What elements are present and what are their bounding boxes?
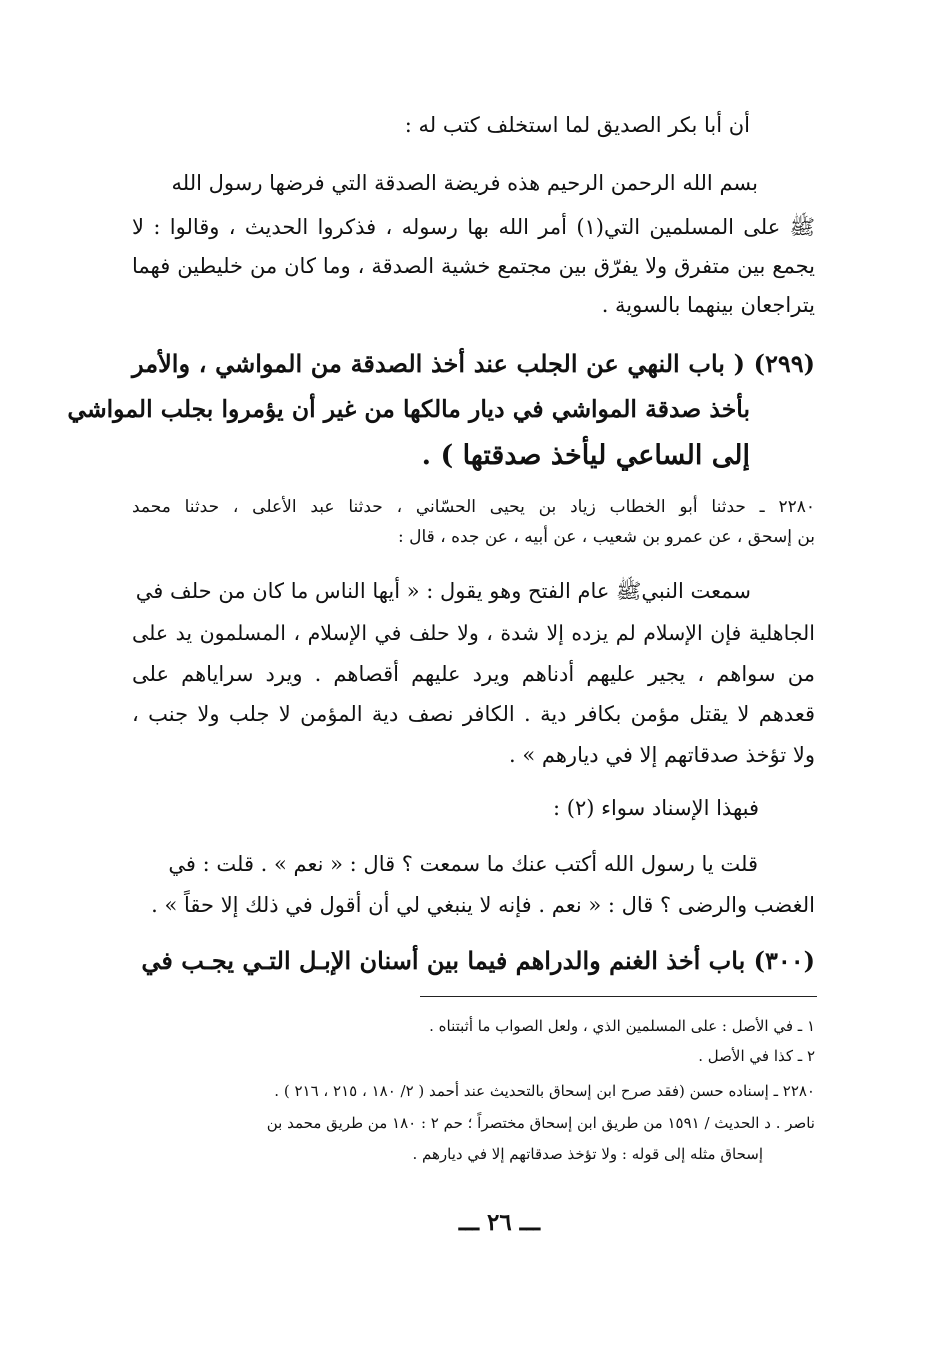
footnote-line: ١ ـ في الأصل : على المسلمين الذي ، ولعل الصواب ما أثبتناه .: [429, 1017, 815, 1035]
matn-line: سمعت النبيﷺ عام الفتح وهو يقول : « أيها الناس ما كان من حلف في: [135, 579, 751, 603]
dialogue-line: الغضب والرضى ؟ قال : « نعم . فإنه لا ينبغي لي أن أقول في ذلك إلا حقاً » .: [151, 893, 815, 917]
matn-line: ولا تؤخذ صدقاتهم إلا في ديارهم » .: [509, 743, 815, 767]
isnad-note: فبهذا الإسناد سواء (٢) :: [552, 796, 759, 820]
chapter-300-heading: (٣٠٠) باب أخذ الغنم والدراهم فيما بين أسنان الإبـل التـي يجـب في: [141, 946, 815, 975]
matn-line: قعدهم لا يقتل مؤمن بكافر دية . الكافر نصف دية المؤمن لا جلب ولا جنب ،: [132, 702, 815, 726]
letter-line: يتراجعان بينهما بالسوية .: [601, 293, 815, 317]
footnote-divider: [420, 996, 817, 997]
isnad-line: ٢٢٨٠ ـ حدثنا أبو الخطاب زياد بن يحيى الحسّاني ، حدثنا عبد الأعلى ، حدثنا محمد: [132, 497, 815, 517]
chapter-heading-line: بأخذ صدقة المواشي في ديار مالكها من غير أن يؤمروا بجلب المواشي: [67, 395, 750, 423]
letter-line: ﷺ على المسلمين التي(١) أمر الله بها رسوله ، فذكروا الحديث ، وقالوا : لا: [132, 215, 815, 239]
footnote-line: ٢٢٨٠ ـ إسناده حسن (فقد صرح ابن إسحاق بالتحديث عند أحمد ( ٢/ ١٨٠ ، ٢١٥ ، ٢١٦ ) .: [274, 1082, 815, 1100]
intro-line: أن أبا بكر الصديق لما استخلف كتب له :: [404, 113, 750, 137]
matn-line: من سواهم ، يجير عليهم أدناهم ويرد عليهم أقصاهم . ويرد سراياهم على: [132, 662, 815, 686]
footnote-line: إسحاق مثله إلى قوله : ولا تؤخذ صدقاتهم إلا في ديارهم .: [412, 1145, 763, 1163]
footnote-line: ٢ ـ كذا في الأصل .: [698, 1047, 815, 1065]
letter-line: يجمع بين متفرق ولا يفرّق بين مجتمع خشية الصدقة ، وما كان من خليطين فهما: [132, 254, 815, 278]
matn-line: الجاهلية فإن الإسلام لم يزده إلا شدة ، ولا حلف في الإسلام ، المسلمون يد على: [132, 621, 815, 645]
dialogue-line: قلت يا رسول الله أكتب عنك ما سمعت ؟ قال : « نعم » . قلت : في: [168, 852, 758, 876]
isnad-line: بن إسحق ، عن عمرو بن شعيب ، عن أبيه ، عن جده ، قال :: [398, 527, 815, 547]
footnote-line: ناصر . د الحديث / ١٥٩١ من طريق ابن إسحاق مختصراً ؛ حم ٢ : ١٨٠ من طريق محمد بن: [266, 1114, 815, 1132]
chapter-heading-line: إلى الساعي ليأخذ صدقتها ) .: [421, 440, 750, 471]
page-number: ـــ ٢٦ ـــ: [458, 1209, 540, 1236]
chapter-heading-line: (٢٩٩) ( باب النهي عن الجلب عند أخذ الصدقة من المواشي ، والأمر: [132, 349, 815, 378]
letter-line: بسم الله الرحمن الرحيم هذه فريضة الصدقة التي فرضها رسول الله: [171, 171, 758, 195]
